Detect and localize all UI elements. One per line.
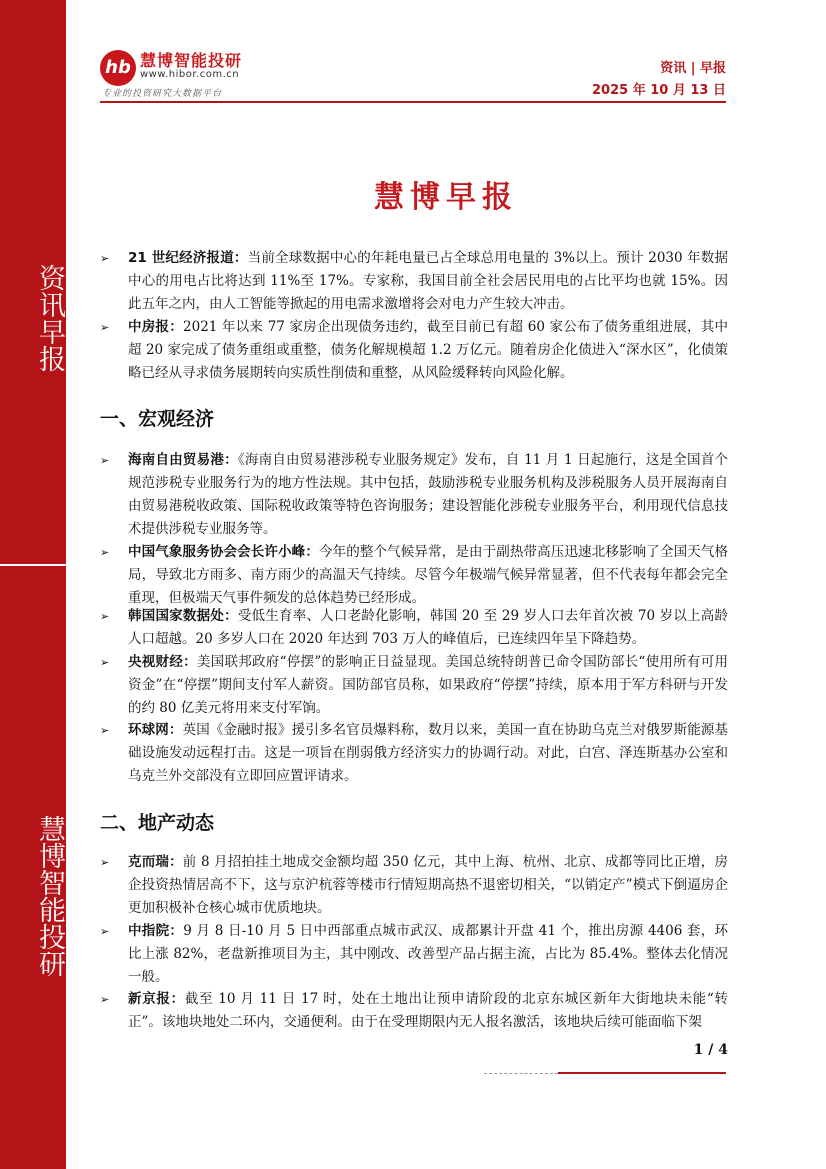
- news-source: 央视财经：: [128, 654, 197, 670]
- footer-dotted-rule: [484, 1073, 558, 1074]
- footer-rule: [558, 1072, 726, 1074]
- side-banner: [0, 0, 66, 1169]
- arrow-bullet-icon: ➢: [100, 610, 110, 623]
- arrow-bullet-icon: ➢: [100, 454, 110, 467]
- header-rule: [100, 101, 726, 103]
- arrow-bullet-icon: ➢: [100, 252, 110, 265]
- news-text: 前 8 月招拍挂土地成交金额均超 350 亿元，其中上海、杭州、北京、成都等同比正增，房企投资热情居高不下，这与京沪杭蓉等楼市行情短期高热不退密切相关，“以销定产”模式下倒逼房企更加积极补仓核心城市优质地块。: [128, 854, 728, 916]
- news-item: [100, 541, 728, 610]
- arrow-bullet-icon: ➢: [100, 993, 110, 1006]
- side-label-bottom: 慧博智能投研: [34, 815, 65, 977]
- news-text: 今年的整个气候异常，是由于副热带高压迅速北移影响了全国天气格局，导致北方雨多、南方雨少的高温天气持续。尽管今年极端气候异常显著，但不代表每年都会完全重现，但极端天气事件频发的总体趋势已经形成。: [128, 544, 728, 606]
- side-divider: [0, 564, 66, 566]
- news-text: 截至 10 月 11 日 17 时，处在土地出让预申请阶段的北京东城区新年大街地块未能“转正”。该地块地处二环内，交通便利。由于在受理期限内无人报名激活，该地块后续可能面临下架: [128, 991, 728, 1030]
- page-title: 慧博早报: [374, 180, 518, 215]
- news-item: [100, 719, 728, 788]
- news-source: 新京报：: [128, 991, 185, 1007]
- report-meta: [592, 60, 726, 101]
- news-text: 英国《金融时报》援引多名官员爆料称，数月以来，美国一直在协助乌克兰对俄罗斯能源基础设施发动远程打击。这是一项旨在削弱俄方经济实力的协调行动。对此，白宫、泽连斯基办公室和乌克兰外交部没有立即回应置评请求。: [128, 722, 729, 784]
- news-source: 中指院：: [128, 923, 184, 939]
- brand-url: www.hibor.com.cn: [140, 69, 240, 80]
- section-heading-property: 二、地产动态: [100, 812, 215, 834]
- logo-mark-icon: hb: [100, 50, 136, 86]
- news-source: 海南自由贸易港：: [128, 452, 238, 468]
- brand-logo[interactable]: [100, 48, 260, 98]
- arrow-bullet-icon: ➢: [100, 546, 110, 559]
- arrow-bullet-icon: ➢: [100, 321, 110, 334]
- news-source: 中房报：: [128, 319, 184, 335]
- news-source: 韩国国家数据处：: [128, 608, 238, 624]
- news-item: [100, 449, 728, 541]
- news-item: [100, 988, 728, 1034]
- news-item: [100, 920, 728, 989]
- news-item: [100, 851, 728, 920]
- news-source: 环球网：: [128, 722, 183, 738]
- arrow-bullet-icon: ➢: [100, 856, 110, 869]
- news-text: 《海南自由贸易港涉税专业服务规定》发布，自 11 月 1 日起施行，这是全国首个规范涉税专业服务行为的地方性法规。其中包括，鼓励涉税专业服务机构及涉税服务人员开展海南自由贸易港税收政策、国际税收政策等特色咨询服务；建设智能化涉税专业服务平台，利用现代信息技术提供涉税专业服务等。: [128, 452, 728, 537]
- news-text: 2021 年以来 77 家房企出现债务违约，截至目前已有超 60 家公布了债务重组进展，其中超 20 家完成了债务重组或重整，债务化解规模超 1.2 万亿元。随着房企化债进入“深水区”，化债策略已经从寻求债务展期转向实质性削债和重整，从风险缓释转向风险化解。: [128, 319, 729, 381]
- arrow-bullet-icon: ➢: [100, 925, 110, 938]
- brand-name: 慧博智能投研: [140, 51, 243, 70]
- news-text: 美国联邦政府“停摆”的影响正日益显现。美国总统特朗普已命令国防部长“使用所有可用资金”在“停摆”期间支付军人薪资。国防部官员称，如果政府“停摆”持续，原本用于军方科研与开发的约 80 亿美元将用来支付军饷。: [128, 654, 728, 716]
- side-label-top: 资讯早报: [34, 264, 65, 372]
- news-item: [100, 605, 728, 651]
- page-number: 1 / 4: [693, 1042, 728, 1058]
- brand-slogan: 专业的投资研究大数据平台: [102, 89, 223, 99]
- arrow-bullet-icon: ➢: [100, 724, 110, 737]
- news-item: [100, 651, 728, 720]
- news-source: 克而瑞：: [128, 854, 183, 870]
- news-text: 当前全球数据中心的年耗电量已占全球总用电量的 3%以上。预计 2030 年数据中心的用电占比将达到 11%至 17%。专家称，我国目前全社会居民用电的占比平均也就 15%。因此五年之内，由人工智能等掀起的用电需求激增将会对电力产生较大冲击。: [128, 250, 728, 312]
- news-item: [100, 316, 728, 385]
- arrow-bullet-icon: ➢: [100, 656, 110, 669]
- news-text: 9 月 8 日-10 月 5 日中西部重点城市武汉、成都累计开盘 41 个，推出房源 4406 套，环比上涨 82%，老盘新推项目为主，其中刚改、改善型产品占据主流，占比为 85.4%。整体去化情况一般。: [128, 923, 728, 985]
- news-source: 21 世纪经济报道：: [128, 250, 248, 266]
- news-item: [100, 247, 728, 316]
- report-date: 2025 年 10 月 13 日: [592, 83, 726, 98]
- section-heading-macro: 一、宏观经济: [100, 408, 215, 430]
- news-source: 中国气象服务协会会长许小峰：: [128, 544, 319, 560]
- report-category: 资讯 | 早报: [660, 61, 726, 76]
- news-text: 受低生育率、人口老龄化影响，韩国 20 至 29 岁人口去年首次被 70 岁以上高龄人口超越。20 多岁人口在 2020 年达到 703 万人的峰值后，已连续四年呈下降趋势。: [128, 608, 728, 647]
